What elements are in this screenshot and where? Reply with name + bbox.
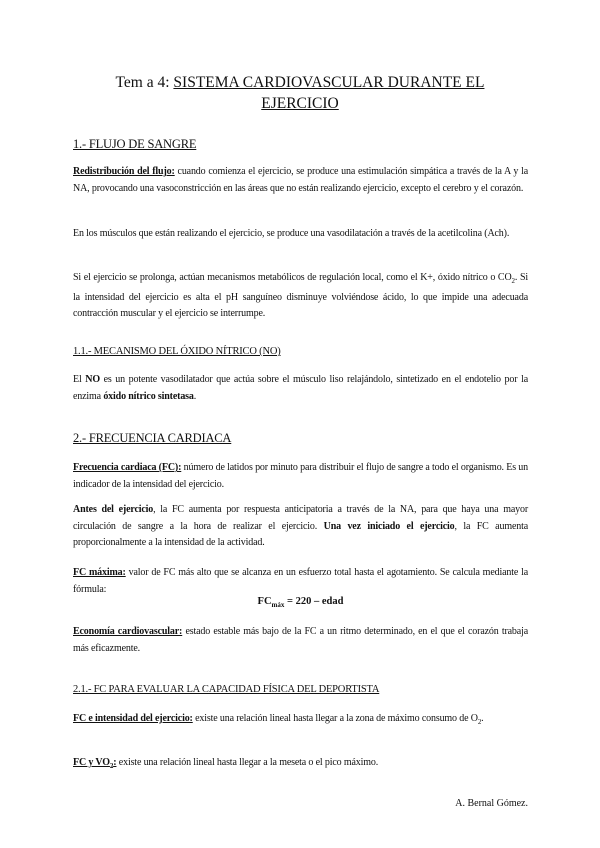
formula-rest: = 220 – edad — [284, 596, 344, 607]
enzyme-bold: óxido nítrico sintetasa — [103, 390, 194, 402]
title-line1: SISTEMA CARDIOVASCULAR DURANTE EL — [173, 74, 485, 91]
formula-subscript: máx — [271, 601, 285, 610]
no-text-a: El — [73, 374, 86, 385]
antes-text: , la FC aumenta por respuesta anticipatoria a través de la NA, para que haya una mayor circulación de sangre a la hora de realizar el ejercicio. — [73, 504, 528, 532]
page-title — [60, 72, 540, 114]
fc-text: número de latidos por minuto para distribuir el flujo de sangre a todo el organismo. Es un indicador de la intensidad del ejercicio. — [73, 462, 528, 490]
section-1-paragraph-1 — [73, 164, 528, 197]
fc-vo2-label — [73, 757, 116, 768]
title-prefix: Tem a 4: — [115, 74, 170, 91]
vo2-label-a: FC y VO — [73, 757, 110, 768]
section-2-paragraph-4 — [73, 624, 528, 657]
section-2-paragraph-1 — [73, 460, 528, 493]
fc-label: Frecuencia cardiaca (FC): — [73, 462, 182, 473]
fc-maxima-label: FC máxima: — [73, 567, 126, 578]
section-2-paragraph-2 — [73, 502, 528, 552]
fc-maxima-text: valor de FC más alto que se alcanza en un esfuerzo total hasta el agotamiento. Se calcula mediante la fórmula: — [73, 567, 528, 595]
fc-intensidad-text-b: . — [481, 713, 484, 724]
economia-text: estado estable más bajo de la FC a un ritmo determinado, en el que el corazón trabaja más eficazmente. — [73, 626, 528, 654]
redistribucion-label: Redistribución del flujo: — [73, 166, 175, 177]
section-1-heading: 1.- FLUJO DE SANGRE — [73, 137, 197, 151]
section-2-1-paragraph-2 — [73, 755, 528, 775]
section-1-paragraph-2: En los músculos que están realizando el ejercicio, se produce una vasodilatación a través de la acetilcolina (Ach). — [73, 228, 510, 239]
author-footer: A. Bernal Gómez. — [455, 798, 528, 809]
title-line2: EJERCICIO — [261, 95, 339, 112]
iniciado-bold: Una vez iniciado el ejercicio — [323, 520, 455, 532]
p3-text-a: Si el ejercicio se prolonga, actúan mecanismos metabólicos de regulación local, como el K+, óxido nítrico o CO — [73, 272, 512, 283]
fc-intensidad-label: FC e intensidad del ejercicio: — [73, 713, 193, 724]
vo2-subscript: 2 — [109, 762, 114, 770]
fc-vo2-text: existe una relación lineal hasta llegar a la meseta o el pico máximo. — [116, 757, 379, 768]
section-2-paragraph-3 — [73, 565, 528, 598]
economia-label: Economía cardiovascular: — [73, 626, 183, 637]
fc-max-formula — [73, 596, 528, 609]
section-1-1-heading: 1.1.- MECANISMO DEL ÓXIDO NÍTRICO (NO) — [73, 346, 281, 357]
section-1-1-paragraph — [73, 372, 528, 405]
p3-subscript: 2 — [511, 277, 515, 285]
no-text-c: . — [193, 390, 197, 402]
section-2-1-heading: 2.1.- FC PARA EVALUAR LA CAPACIDAD FÍSICA DEL DEPORTISTA — [73, 684, 380, 695]
section-2-1-paragraph-1 — [73, 711, 528, 731]
no-bold: NO — [85, 374, 100, 385]
iniciado-text: , la FC aumenta proporcionalmente a la intensidad de la actividad. — [73, 520, 529, 548]
fc-intensidad-text-a: existe una relación lineal hasta llegar a la zona de máximo consumo de O — [192, 713, 478, 724]
antes-bold: Antes del ejercicio — [73, 504, 154, 515]
formula-fc: FC — [257, 596, 272, 607]
no-text-b: es un potente vasodilatador que actúa sobre el músculo liso relajándolo, sintetizado en el endotelio por la enzima — [73, 374, 528, 402]
section-1-paragraph-3 — [73, 270, 528, 323]
o2-subscript: 2 — [477, 718, 482, 726]
redistribucion-text: cuando comienza el ejercicio, se produce una estimulación simpática a través de la A y la NA, provocando una vasoconstricción en las áreas que no están realizando ejercicio, excepto el cerebro y el corazón. — [73, 166, 529, 194]
section-2-heading: 2.- FRECUENCIA CARDIACA — [73, 431, 232, 445]
p3-text-b: . Si la intensidad del ejercicio es alta el pH sanguíneo disminuye volviéndose ácido, lo que impide una adecuada contracción muscular y el ejercicio se interrumpe. — [73, 272, 528, 319]
vo2-label-b: : — [113, 757, 117, 768]
